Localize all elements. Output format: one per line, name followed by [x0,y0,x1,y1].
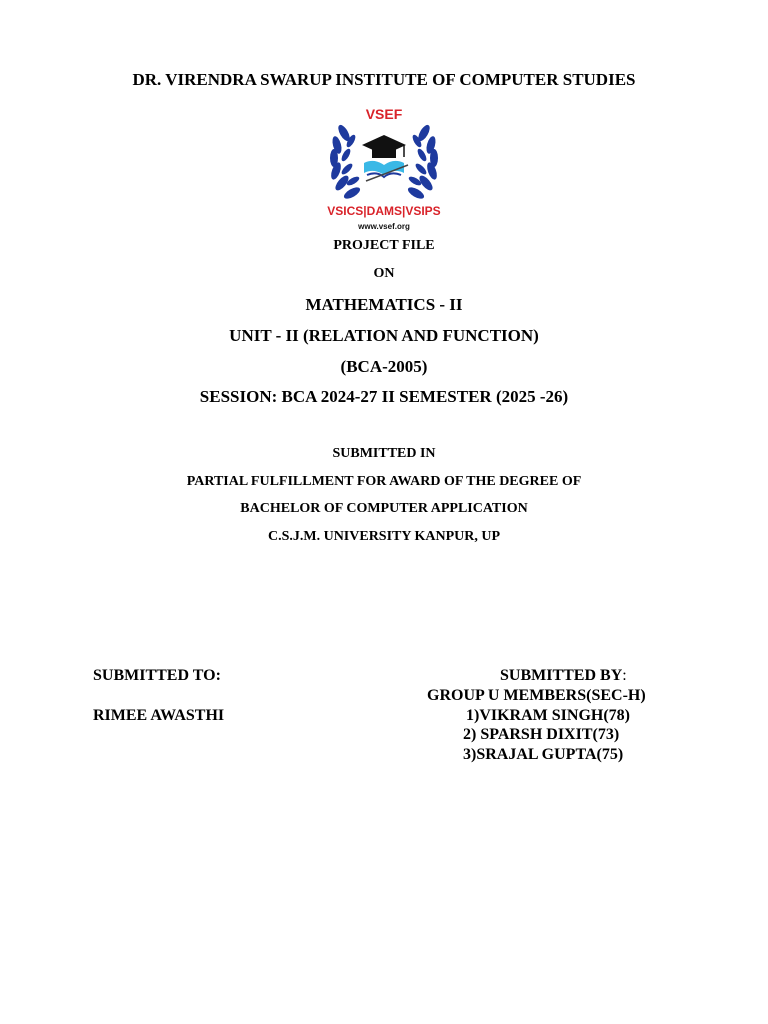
unit-title: UNIT - II (RELATION AND FUNCTION) [229,326,539,345]
logo-bottom-text: VSICS|DAMS|VSIPS [327,204,441,218]
session-line: SESSION: BCA 2024-27 II SEMESTER (2025 -26) [199,387,569,406]
university-line: C.S.J.M. UNIVERSITY KANPUR, UP [267,529,501,544]
logo-top-text: VSEF [365,106,403,122]
member-3: 3)SRAJAL GUPTA(75) [463,746,624,763]
supervisor-name: RIMEE AWASTHI [93,707,225,724]
subject-title: MATHEMATICS - II [305,295,463,314]
submitted-by-label [500,667,627,685]
submitted-by-colon: : [622,667,627,684]
submitted-by-text: SUBMITTED BY [500,667,623,684]
group-label: GROUP U MEMBERS(SEC-H) [427,687,646,704]
member-2: 2) SPARSH DIXIT(73) [463,726,620,743]
laurel-wreath-icon [329,123,439,201]
partial-fulfillment-line: PARTIAL FULFILLMENT FOR AWARD OF THE DEGREE OF [186,474,582,489]
member-1: 1)VIKRAM SINGH(78) [466,707,630,724]
project-file-label: PROJECT FILE [333,238,435,253]
vsef-logo [322,103,446,233]
course-code: (BCA-2005) [340,357,428,376]
degree-line: BACHELOR OF COMPUTER APPLICATION [240,501,528,516]
graduation-cap-icon [362,135,406,158]
on-label: ON [373,266,395,281]
institute-name: DR. VIRENDRA SWARUP INSTITUTE OF COMPUTER STUDIES [132,70,636,89]
logo-url: www.vsef.org [358,222,410,231]
submitted-in-label: SUBMITTED IN [332,446,436,461]
submitted-to-label: SUBMITTED TO: [93,667,221,684]
